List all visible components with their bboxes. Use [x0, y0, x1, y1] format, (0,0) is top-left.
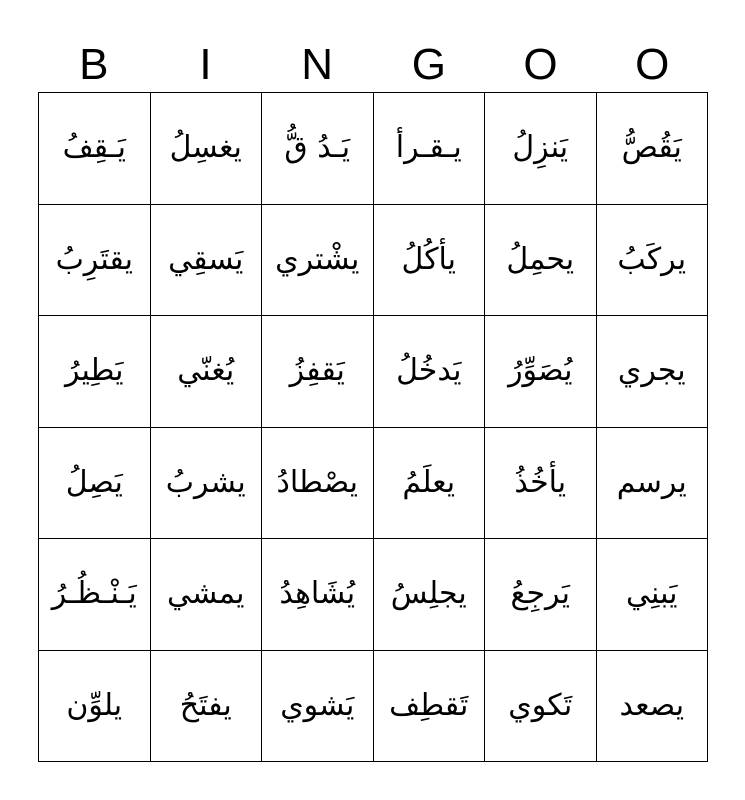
- bingo-cell[interactable]: [39, 651, 151, 763]
- cell-word: يَرجِعُ: [510, 576, 570, 612]
- bingo-cell[interactable]: [485, 651, 597, 763]
- bingo-cell[interactable]: [597, 93, 709, 205]
- bingo-cell[interactable]: [262, 428, 374, 540]
- cell-word: يَقفِزُ: [289, 353, 345, 389]
- cell-word: يغسِلُ: [169, 130, 242, 166]
- cell-word: يَصِلُ: [65, 464, 123, 500]
- cell-word: يَشوي: [280, 687, 355, 723]
- bingo-cell[interactable]: [597, 651, 709, 763]
- header-letter-b: B: [79, 40, 109, 89]
- cell-word: يـقـرأ: [395, 130, 462, 166]
- cell-word: يرسم: [616, 464, 687, 500]
- cell-word: يَسقِي: [168, 241, 244, 277]
- bingo-cell[interactable]: [151, 651, 263, 763]
- cell-word: يَبنِي: [626, 576, 678, 612]
- cell-word: يَطِيرُ: [64, 353, 124, 389]
- bingo-cell[interactable]: [485, 93, 597, 205]
- cell-word: يقتَرِبُ: [55, 241, 133, 277]
- cell-word: يمشي: [167, 576, 245, 612]
- bingo-cell[interactable]: [39, 428, 151, 540]
- bingo-cell[interactable]: [151, 428, 263, 540]
- bingo-cell[interactable]: [39, 205, 151, 317]
- cell-word: يُشَاهِدُ: [279, 576, 356, 612]
- header-letter-n: N: [301, 40, 334, 89]
- cell-word: يشربُ: [165, 464, 246, 500]
- cell-word: يَـدُ قُّ: [284, 130, 351, 166]
- cell-word: يُصَوِّرُ: [508, 353, 573, 389]
- bingo-cell[interactable]: [374, 93, 486, 205]
- bingo-cell[interactable]: [374, 651, 486, 763]
- bingo-cell[interactable]: [597, 205, 709, 317]
- cell-word: تَقطِف: [389, 687, 469, 723]
- cell-word: يعلَمُ: [402, 464, 456, 500]
- cell-word: يفتَحُ: [179, 687, 232, 723]
- bingo-cell[interactable]: [485, 205, 597, 317]
- bingo-cell[interactable]: [262, 93, 374, 205]
- bingo-cell[interactable]: [374, 205, 486, 317]
- cell-word: يجري: [617, 353, 686, 389]
- cell-word: يَنزِلُ: [512, 130, 569, 166]
- bingo-cell[interactable]: [39, 539, 151, 651]
- cell-word: يَدخُلُ: [396, 353, 462, 389]
- cell-word: يركَبُ: [617, 241, 687, 277]
- header-letter-o-2: O: [635, 40, 670, 89]
- header-letter-o: O: [523, 40, 558, 89]
- bingo-cell[interactable]: [485, 539, 597, 651]
- bingo-board: [38, 92, 708, 762]
- bingo-cell[interactable]: [39, 316, 151, 428]
- cell-word: تَكوي: [508, 687, 573, 723]
- cell-word: يَـنْـظُـرُ: [51, 576, 137, 612]
- cell-word: يشْتري: [275, 241, 360, 277]
- bingo-cell[interactable]: [485, 428, 597, 540]
- bingo-cell[interactable]: [597, 539, 709, 651]
- bingo-cell[interactable]: [151, 93, 263, 205]
- bingo-cell[interactable]: [374, 539, 486, 651]
- bingo-cell[interactable]: [262, 316, 374, 428]
- bingo-cell[interactable]: [597, 316, 709, 428]
- cell-word: يأخُذُ: [514, 464, 567, 500]
- bingo-cell[interactable]: [485, 316, 597, 428]
- bingo-cell[interactable]: [151, 539, 263, 651]
- cell-word: يُغنّي: [177, 353, 235, 389]
- cell-word: يلوِّن: [66, 687, 123, 723]
- bingo-cell[interactable]: [262, 539, 374, 651]
- header-letter-g: G: [411, 40, 446, 89]
- bingo-cell[interactable]: [151, 316, 263, 428]
- cell-word: يَقُصُّ: [621, 130, 682, 166]
- cell-word: يحمِلُ: [506, 241, 575, 277]
- header-letter-i: I: [199, 40, 212, 89]
- bingo-cell[interactable]: [39, 93, 151, 205]
- bingo-cell[interactable]: [151, 205, 263, 317]
- bingo-cell[interactable]: [262, 205, 374, 317]
- bingo-header: [38, 38, 708, 92]
- cell-word: يصْطادُ: [276, 464, 358, 500]
- cell-word: يصعد: [619, 687, 685, 723]
- bingo-cell[interactable]: [374, 316, 486, 428]
- bingo-cell[interactable]: [597, 428, 709, 540]
- cell-word: يَـقِفُ: [62, 130, 126, 166]
- bingo-cell[interactable]: [374, 428, 486, 540]
- bingo-cell[interactable]: [262, 651, 374, 763]
- cell-word: يجلِسُ: [390, 576, 467, 612]
- cell-word: يأكُلُ: [401, 241, 456, 277]
